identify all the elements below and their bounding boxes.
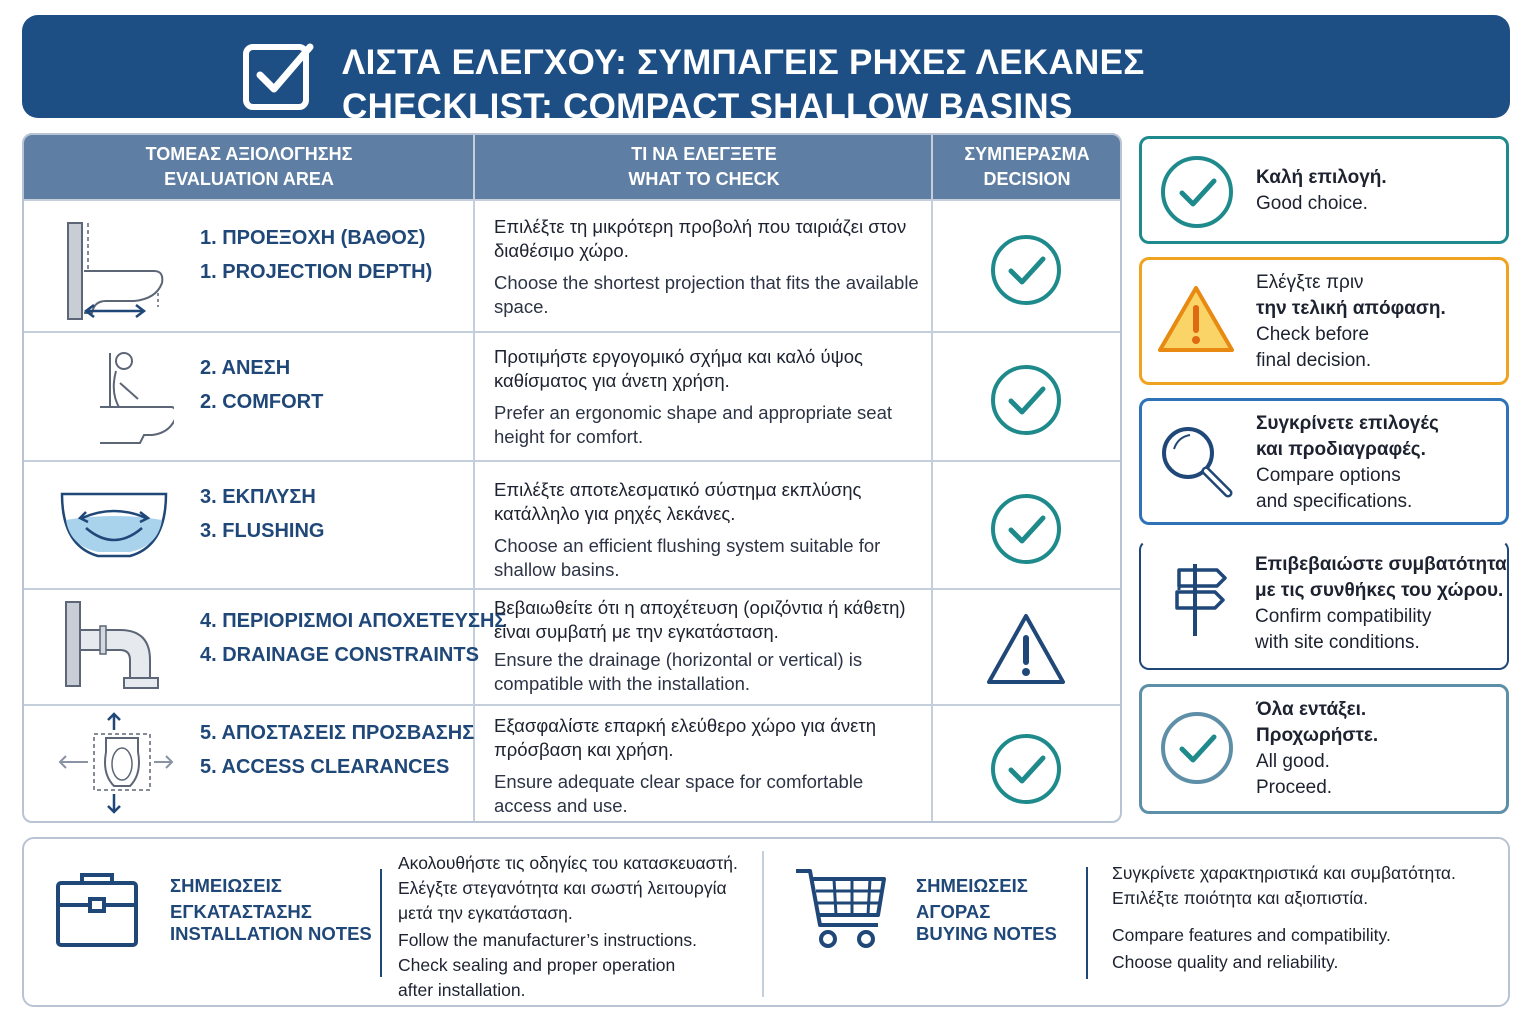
table-row bbox=[24, 199, 1120, 331]
legend-card-compare bbox=[1139, 398, 1509, 525]
legend-text-english: Check before bbox=[1256, 324, 1370, 345]
check-text-english: Choose the shortest projection that fits the available space. bbox=[494, 272, 919, 317]
legend-card-all-good bbox=[1139, 684, 1509, 814]
column-header-decision: ΣΥΜΠΕΡΑΣΜΑ DECISION bbox=[964, 144, 1090, 189]
check-circle-icon bbox=[989, 732, 1063, 806]
notes-panel bbox=[22, 837, 1510, 1007]
install-notes-title: ΕΓΚΑΤΑΣΤΑΣΗΣ bbox=[170, 901, 312, 922]
install-notes-line: Check sealing and proper operation bbox=[398, 955, 676, 975]
legend-text-english: and specifications. bbox=[1256, 491, 1413, 512]
checkbox-icon bbox=[232, 33, 322, 115]
area-label-greek: 5. ΑΠΟΣΤΑΣΕΙΣ ΠΡΟΣΒΑΣΗΣ bbox=[200, 722, 475, 744]
area-label-greek: 1. ΠΡΟΕΞΟΧΗ (ΒΑΘΟΣ) bbox=[200, 227, 426, 249]
legend-text-greek: Ελέγξτε πριν bbox=[1256, 272, 1364, 293]
buying-notes-line: Compare features and compatibility. bbox=[1112, 925, 1391, 945]
legend-text-greek: με τις συνθήκες του χώρου. bbox=[1255, 580, 1504, 601]
check-circle-icon bbox=[989, 233, 1063, 307]
buying-notes-title: ΑΓΟΡΑΣ bbox=[916, 901, 991, 922]
buying-notes-title: BUYING NOTES bbox=[916, 923, 1057, 944]
legend-text-greek: Καλή επιλογή. bbox=[1256, 167, 1387, 188]
buying-notes-line: Επιλέξτε ποιότητα και αξιοπιστία. bbox=[1112, 888, 1369, 908]
shopping-cart-icon bbox=[794, 865, 890, 951]
check-text-greek: Βεβαιωθείτε ότι η αποχέτευση (οριζόντια ή κάθετη) είναι συμβατή με την εγκατάσταση. bbox=[494, 597, 906, 642]
area-label-english: 2. COMFORT bbox=[200, 391, 324, 413]
legend-card-confirm bbox=[1139, 540, 1509, 670]
clearance-arrows-icon bbox=[54, 712, 174, 822]
legend-text-english: Proceed. bbox=[1256, 777, 1333, 798]
buying-notes-line: Choose quality and reliability. bbox=[1112, 952, 1339, 972]
magnifier-icon bbox=[1158, 423, 1236, 501]
column-header-area: ΤΟΜΕΑΣ ΑΞΙΟΛΟΓΗΣΗΣ EVALUATION AREA bbox=[145, 144, 353, 189]
divider bbox=[380, 869, 382, 977]
legend-text-english: All good. bbox=[1256, 751, 1330, 772]
install-notes-line: after installation. bbox=[398, 980, 526, 1000]
legend-text-greek: και προδιαγραφές. bbox=[1256, 439, 1426, 460]
table-row bbox=[24, 588, 1120, 704]
wall-hung-toilet-depth-icon bbox=[54, 221, 174, 331]
signpost-icon bbox=[1157, 560, 1235, 638]
drain-pipe-icon bbox=[54, 598, 174, 708]
install-notes-line: Ελέγξτε στεγανότητα και σωστή λειτουργία bbox=[398, 878, 727, 898]
table-row bbox=[24, 331, 1120, 460]
area-label-greek: 4. ΠΕΡΙΟΡΙΣΜΟΙ ΑΠΟΧΕΤΕΥΣΗΣ bbox=[200, 610, 507, 632]
legend-card-check-before bbox=[1139, 257, 1509, 385]
warning-icon bbox=[1156, 280, 1236, 358]
check-circle-icon bbox=[1158, 709, 1236, 787]
install-notes-line: Follow the manufacturer’s instructions. bbox=[398, 930, 697, 950]
toolbox-icon bbox=[54, 869, 140, 949]
seated-person-icon bbox=[54, 347, 174, 457]
check-text-greek: Προτιμήστε εργογομικό σχήμα και καλό ύψος καθίσματος για άνετη χρήση. bbox=[494, 346, 863, 391]
area-label-english: 1. PROJECTION DEPTH) bbox=[200, 261, 433, 283]
header-banner bbox=[22, 15, 1510, 126]
area-label-greek: 2. ΑΝΕΣΗ bbox=[200, 357, 291, 379]
check-circle-icon bbox=[1158, 153, 1236, 231]
check-text-english: Prefer an ergonomic shape and appropriate seat height for comfort. bbox=[494, 402, 893, 447]
area-label-english: 5. ACCESS CLEARANCES bbox=[200, 756, 450, 778]
buying-notes-line: Συγκρίνετε χαρακτηριστικά και συμβατότητα. bbox=[1112, 863, 1456, 883]
legend-text-english: Confirm compatibility bbox=[1255, 606, 1432, 627]
check-text-english: Ensure the drainage (horizontal or vertical) is compatible with the installation. bbox=[494, 649, 863, 694]
check-text-english: Ensure adequate clear space for comfortable access and use. bbox=[494, 771, 864, 816]
page-title-english: CHECKLIST: COMPACT SHALLOW BASINS bbox=[342, 87, 1073, 126]
divider bbox=[762, 851, 764, 997]
legend-text-english: Compare options bbox=[1256, 465, 1401, 486]
legend-card-good-choice bbox=[1139, 136, 1509, 244]
column-header-check: ΤΙ ΝΑ ΕΛΕΓΞΕΤΕ WHAT TO CHECK bbox=[628, 144, 780, 189]
warning-icon bbox=[986, 612, 1066, 686]
checklist-table bbox=[22, 133, 1122, 823]
legend-text-greek: Συγκρίνετε επιλογές bbox=[1256, 413, 1439, 434]
divider bbox=[1086, 867, 1088, 979]
buying-notes-title: ΣΗΜΕΙΩΣΕΙΣ bbox=[916, 875, 1028, 896]
legend-text-english: with site conditions. bbox=[1255, 632, 1420, 653]
install-notes-title: ΣΗΜΕΙΩΣΕΙΣ bbox=[170, 875, 282, 896]
table-row bbox=[24, 704, 1120, 823]
legend-text-english: Good choice. bbox=[1256, 193, 1368, 214]
check-text-greek: Επιλέξτε αποτελεσματικό σύστημα εκπλύσης κατάλληλο για ρηχές λεκάνες. bbox=[494, 479, 862, 524]
install-notes-line: Ακολουθήστε τις οδηγίες του κατασκευαστή. bbox=[398, 853, 738, 873]
check-text-greek: Εξασφαλίστε επαρκή ελεύθερο χώρο για άνετη πρόσβαση και χρήση. bbox=[494, 715, 876, 760]
install-notes-title: INSTALLATION NOTES bbox=[170, 923, 372, 944]
legend-text-greek: Όλα εντάξει. bbox=[1256, 699, 1367, 720]
area-label-english: 4. DRAINAGE CONSTRAINTS bbox=[200, 644, 479, 666]
page-title-greek: ΛΙΣΤΑ ΕΛΕΓΧΟΥ: ΣΥΜΠΑΓΕΙΣ ΡΗΧΕΣ ΛΕΚΑΝΕΣ bbox=[342, 43, 1145, 82]
area-label-english: 3. FLUSHING bbox=[200, 520, 325, 542]
check-circle-icon bbox=[989, 363, 1063, 437]
legend-text-greek: Προχωρήστε. bbox=[1256, 725, 1379, 746]
legend-text-english: final decision. bbox=[1256, 350, 1372, 371]
table-row bbox=[24, 460, 1120, 588]
table-header bbox=[24, 135, 1120, 199]
legend-text-greek: Επιβεβαιώστε συμβατότητα bbox=[1255, 554, 1507, 575]
check-circle-icon bbox=[989, 492, 1063, 566]
flushing-bowl-icon bbox=[54, 476, 174, 586]
check-text-greek: Επιλέξτε τη μικρότερη προβολή που ταιριάζει στον διαθέσιμο χώρο. bbox=[494, 216, 907, 261]
legend-text-greek: την τελική απόφαση. bbox=[1256, 298, 1446, 319]
check-text-english: Choose an efficient flushing system suitable for shallow basins. bbox=[494, 535, 881, 580]
area-label-greek: 3. ΕΚΠΛΥΣΗ bbox=[200, 486, 316, 508]
install-notes-line: μετά την εγκατάσταση. bbox=[398, 903, 573, 923]
